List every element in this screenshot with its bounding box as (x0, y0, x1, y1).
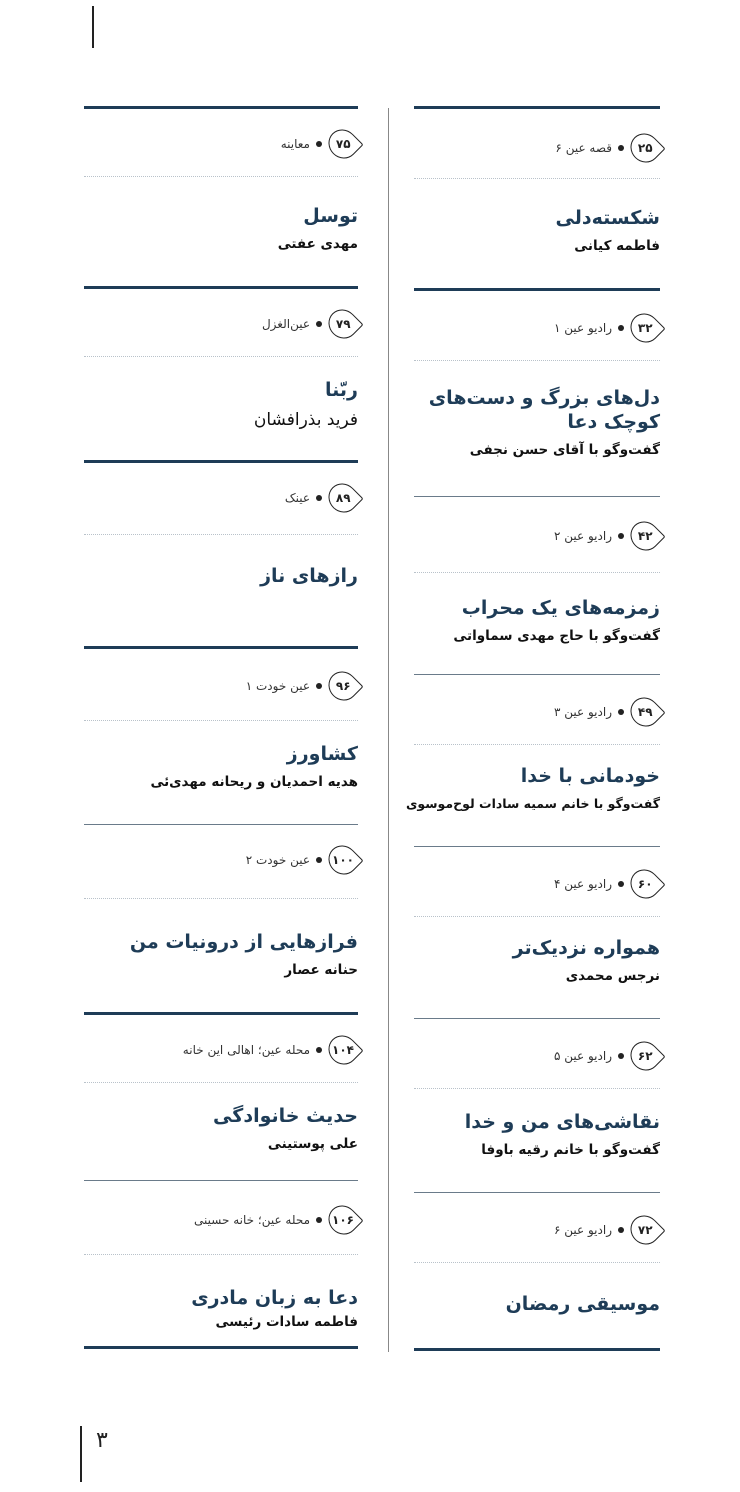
entry-source: رادیو عین ۲ (553, 529, 612, 543)
toc-entry[interactable] (213, 1104, 358, 1152)
entry-source: رادیو عین ۳ (553, 705, 612, 719)
entry-source: عینک (284, 491, 310, 505)
divider (84, 106, 358, 109)
divider (414, 1018, 660, 1019)
entry-author: گفت‌وگو با خانم رقیه باوفا (481, 1142, 660, 1158)
entry-source: عین خودت ۱ (245, 679, 310, 693)
entry-reference (246, 846, 358, 874)
divider (414, 288, 660, 291)
entry-source: معاینه (280, 137, 310, 151)
divider (84, 1012, 358, 1015)
entry-reference (554, 870, 660, 898)
dotted-separator (84, 176, 358, 177)
page-badge: ۲۵ (624, 127, 665, 168)
divider (414, 674, 660, 675)
entry-title: فرازهایی از درونیات من (129, 931, 358, 953)
entry-title: همواره نزدیک‌تر (512, 937, 660, 959)
entry-source: عین‌الغزل (261, 317, 310, 331)
top-margin-rule (92, 6, 94, 48)
page-badge: ۶۰ (624, 863, 665, 904)
toc-entry[interactable] (191, 1286, 358, 1330)
bullet-icon (316, 857, 322, 863)
entry-reference (246, 672, 358, 700)
entry-author: فرید بذرافشان (253, 410, 358, 430)
page-badge: ۳۲ (624, 307, 665, 348)
entry-author: فاطمه سادات رئیسی (215, 1314, 358, 1330)
dotted-separator (84, 898, 358, 899)
entry-source: رادیو عین ۶ (553, 1223, 612, 1237)
dotted-separator (84, 1254, 358, 1255)
bullet-icon (316, 141, 322, 147)
page-badge: ۷۲ (624, 1209, 665, 1250)
entry-source: محله عین؛ اهالی این خانه (182, 1043, 310, 1057)
divider (414, 106, 660, 109)
toc-entry[interactable] (130, 930, 358, 978)
page-badge: ۶۲ (624, 1035, 665, 1076)
toc-entry[interactable] (465, 1110, 660, 1158)
bottom-margin-rule (80, 1426, 82, 1482)
toc-entry[interactable] (513, 936, 660, 984)
entry-reference (183, 1036, 358, 1064)
toc-entry[interactable] (278, 204, 358, 252)
entry-author: فاطمه کیانی (574, 238, 660, 254)
bullet-icon (618, 881, 624, 887)
bullet-icon (316, 1047, 322, 1053)
divider (414, 496, 660, 497)
page-badge: ۷۵ (322, 123, 363, 164)
entry-author: گفت‌وگو با خانم سمیه سادات لوح‌موسوی (405, 796, 660, 811)
toc-entry[interactable] (254, 378, 358, 430)
entry-reference (281, 130, 358, 158)
dotted-separator (414, 572, 660, 573)
bullet-icon (316, 321, 322, 327)
entry-reference (554, 698, 660, 726)
entry-author: نرجس محمدی (565, 968, 660, 984)
entry-author: حنانه عصار (284, 962, 358, 978)
entry-reference (194, 1206, 358, 1234)
bullet-icon (618, 709, 624, 715)
entry-title: موسیقی رمضان (505, 1293, 660, 1315)
entry-title: توسل (303, 205, 358, 227)
entry-title: ربّنا (325, 379, 358, 401)
entry-source: رادیو عین ۵ (553, 1049, 612, 1063)
entry-author: گفت‌وگو با حاج مهدی سماواتی (453, 628, 660, 644)
dotted-separator (84, 1082, 358, 1083)
entry-author: مهدی عفتی (277, 236, 358, 252)
divider (84, 460, 358, 463)
entry-author: گفت‌وگو با آقای حسن نجفی (469, 442, 660, 458)
page-badge: ۱۰۴ (322, 1029, 363, 1070)
page-badge: ۹۶ (322, 665, 363, 706)
entry-title: نقاشی‌های من و خدا (464, 1111, 660, 1133)
entry-source: محله عین؛ خانه حسینی (194, 1213, 310, 1227)
page-number: ۳ (96, 1428, 108, 1453)
dotted-separator (414, 1262, 660, 1263)
entry-reference (262, 310, 358, 338)
divider (84, 824, 358, 825)
dotted-separator (414, 916, 660, 917)
entry-title: رازهای ناز (260, 565, 358, 587)
entry-reference (554, 1216, 660, 1244)
bullet-icon (618, 1053, 624, 1059)
page-badge: ۱۰۶ (322, 1199, 363, 1240)
entry-author: هدیه احمدیان و ریحانه مهدی‌ئی (150, 774, 358, 790)
divider (84, 286, 358, 289)
bullet-icon (618, 533, 624, 539)
entry-title: دعا به زبان مادری (191, 1287, 358, 1309)
page-badge: ۱۰۰ (322, 839, 363, 880)
entry-source: قصه عین ۶ (555, 141, 612, 155)
bullet-icon (618, 145, 624, 151)
toc-entry[interactable] (406, 764, 660, 811)
toc-entry[interactable] (260, 564, 358, 588)
entry-reference (554, 314, 660, 342)
page-badge: ۴۹ (624, 691, 665, 732)
bullet-icon (618, 1227, 624, 1233)
entry-source: رادیو عین ۱ (553, 321, 612, 335)
entry-title: خودمانی با خدا (520, 765, 660, 787)
dotted-separator (84, 534, 358, 535)
divider (84, 1180, 358, 1181)
page-badge: ۷۹ (322, 303, 363, 344)
entry-source: عین خودت ۲ (245, 853, 310, 867)
entry-title-line-1: دل‌های بزرگ و دست‌های (428, 387, 660, 409)
bullet-icon (316, 683, 322, 689)
page-badge: ۸۹ (322, 477, 363, 518)
entry-reference (554, 522, 660, 550)
divider (414, 1192, 660, 1193)
entry-reference (285, 484, 358, 512)
toc-entry[interactable] (506, 1292, 660, 1316)
entry-reference (554, 1042, 660, 1070)
toc-entry[interactable] (453, 596, 660, 644)
bullet-icon (618, 325, 624, 331)
toc-entry[interactable] (429, 386, 660, 458)
bullet-icon (316, 1217, 322, 1223)
dotted-separator (414, 178, 660, 179)
page-badge: ۴۲ (624, 515, 665, 556)
bullet-icon (316, 495, 322, 501)
toc-entry[interactable] (556, 206, 660, 254)
dotted-separator (414, 744, 660, 745)
divider (414, 846, 660, 847)
entry-title: زمزمه‌های یک محراب (461, 597, 660, 619)
divider (84, 646, 358, 649)
dotted-separator (414, 1088, 660, 1089)
dotted-separator (414, 360, 660, 361)
dotted-separator (84, 720, 358, 721)
divider (414, 1348, 660, 1351)
entry-title: حدیث خانوادگی (213, 1105, 358, 1127)
column-divider (388, 108, 389, 1352)
entry-title-line-2: کوچک دعا (567, 411, 660, 433)
entry-title: شکسته‌دلی (555, 207, 660, 229)
dotted-separator (84, 356, 358, 357)
entry-source: رادیو عین ۴ (553, 877, 612, 891)
divider (84, 1346, 358, 1349)
entry-author: علی پوستینی (267, 1136, 358, 1152)
entry-reference (555, 134, 660, 162)
entry-title: کشاورز (286, 743, 358, 765)
toc-entry[interactable] (150, 742, 358, 790)
